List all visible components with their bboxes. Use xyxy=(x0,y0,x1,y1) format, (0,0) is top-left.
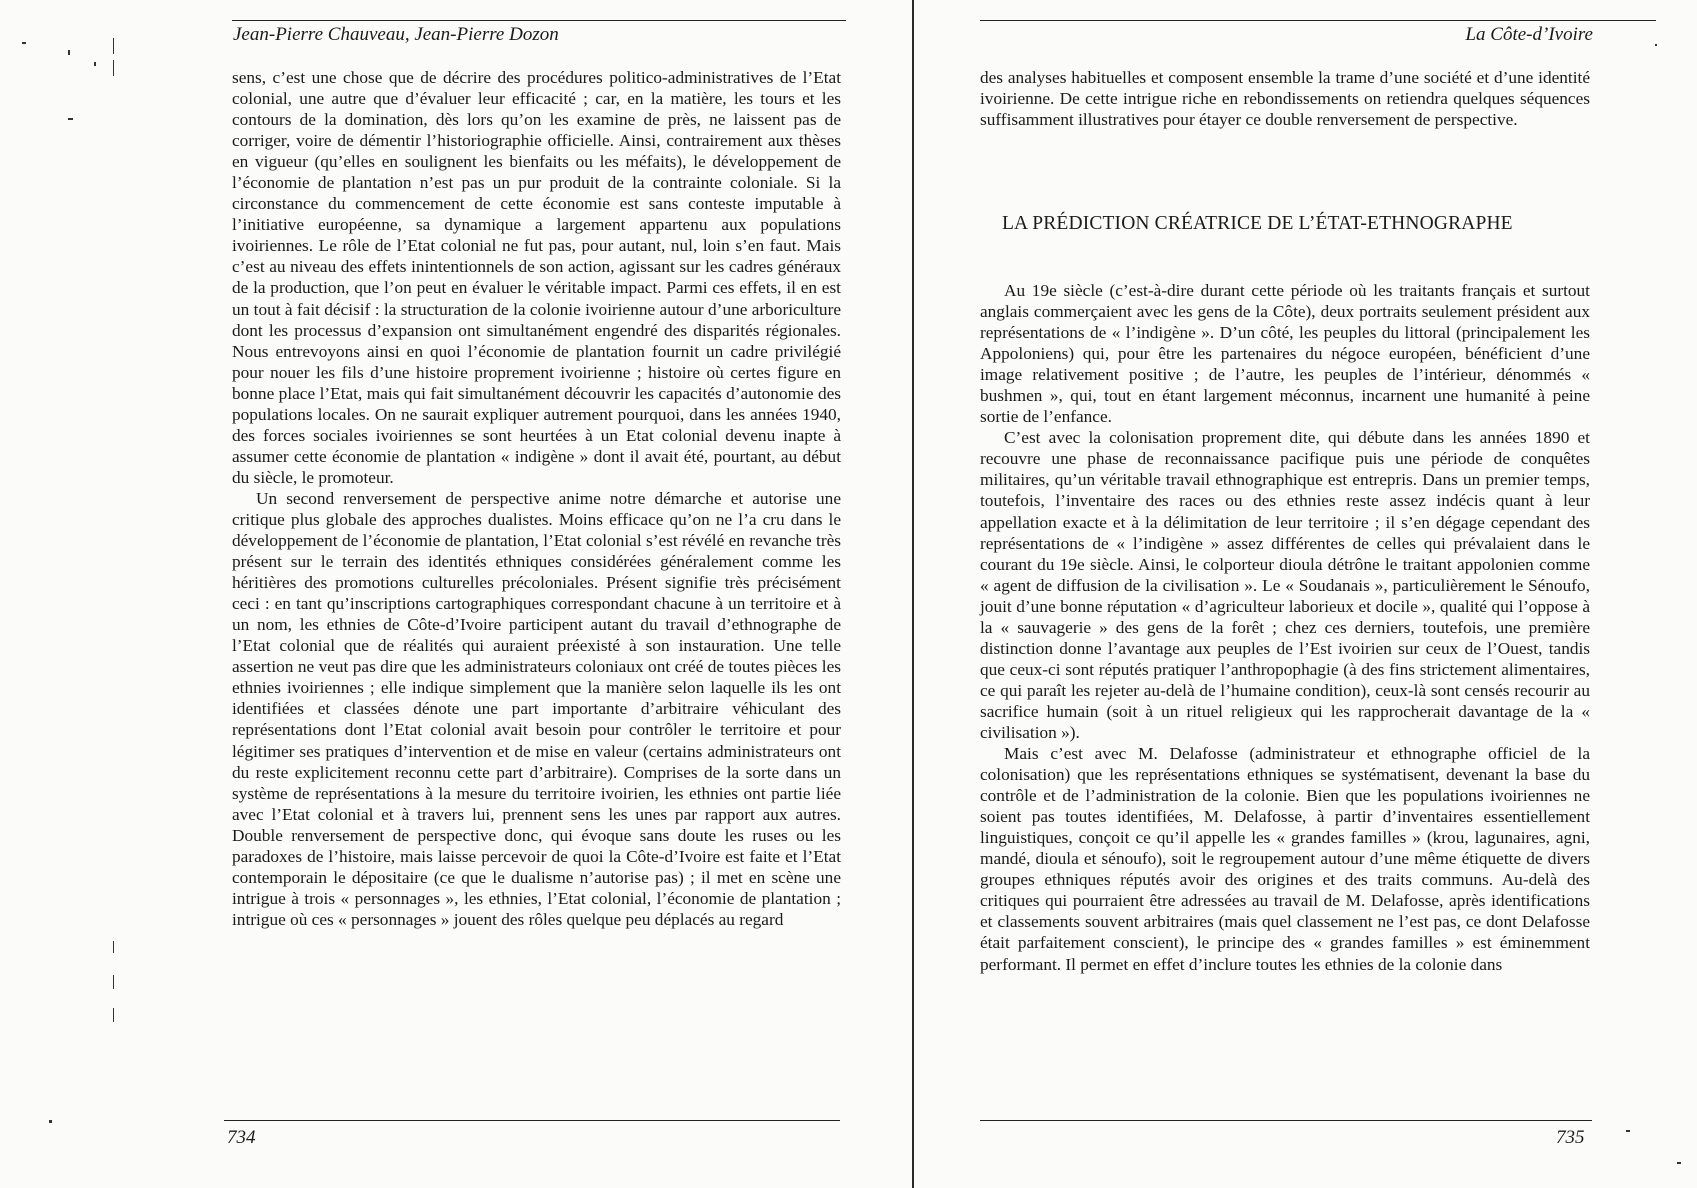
left-paragraph-2: Un second renversement de perspective anime notre démarche et autorise une critique plus globale des approches dualistes. Moins efficace qu’on ne l’a cru dans le développement de l’économie de plantation, l’Etat colonial s’est révélé en revanche très présent sur le terrain des identités ethniques considérées généralement comme les héritières des promotions culturelles précoloniales. Présent signifie très précisément ceci : en tant qu’inscriptions cartographiques correspondant chacune à un territoire et à un nom, les ethnies de Côte-d’Ivoire participent autant du travail d’ethnographe de l’Etat colonial que de réalités qui auraient préexisté à son instauration. Une telle assertion ne veut pas dire que les administrateurs coloniaux ont créé de toutes pièces les ethnies ivoiriennes ; elle indique simplement que la manière selon laquelle ils les ont identifiées et classées dénote une part importante d’arbitraire véhiculant des représentations dont l’Etat colonial avait besoin pour contrôler le territoire et pour légitimer ses pratiques d’intervention et de mise en valeur (certains administrateurs ont du reste explicitement reconnu cette part d’arbitraire). Comprises de la sorte dans un système de représentations à la mesure du territoire ivoirien, les ethnies ont partie liée avec l’Etat colonial et à travers lui, prennent sens les unes par rapport aux autres. Double renversement de perspective donc, qui évoque sans doute les ruses ou les paradoxes de l’histoire, mais laisse percevoir de quoi la Côte-d’Ivoire est faite et l’Etat contemporain le dépositaire (ce que le dualisme n’autorise pas) ; il met en scène une intrigue à trois « personnages », les ethnies, l’Etat colonial, l’économie de plantation ; intrigue où ces « personnages » jouent des rôles quelque peu déplacés au regard xyxy=(232,488,841,929)
right-intro-text xyxy=(980,67,1590,130)
scan-speck xyxy=(94,62,96,66)
scan-speck xyxy=(1655,44,1657,46)
header-rule xyxy=(232,20,846,21)
scan-speck xyxy=(68,118,73,120)
right-body-text xyxy=(980,280,1590,975)
scan-speck xyxy=(68,50,70,55)
scan-speck xyxy=(113,60,114,76)
left-paragraph-1: sens, c’est une chose que de décrire des procédures politico-administratives de l’Etat colonial, une autre que d’évaluer leur efficacité ; car, en la matière, les tours et les contours de la domination, dès lors qu’on les examine de près, ne laissent pas de corriger, voire de démentir l’historiographie officielle. Ainsi, contrairement aux thèses en vigueur (qu’elles en soulignent les bienfaits ou les méfaits), le développement de l’économie de plantation n’est pas un pur produit de la contrainte coloniale. Si la circonstance du commencement de cette économie est sans conteste imputable à l’initiative européenne, sa dynamique a largement appartenu aux populations ivoiriennes. Le rôle de l’Etat colonial ne fut pas, pour autant, nul, loin s’en faut. Mais c’est au niveau des effets inintentionnels de son action, agissant sur les cadres généraux de la production, que l’on peut en évaluer le véritable impact. Parmi ces effets, il en est un tout à fait décisif : la structuration de la colonie ivoirienne autour d’une arboriculture dont les processus d’expansion ont simultanément engendré des disparités régionales. Nous entrevoyons ainsi en quoi l’économie de plantation fournit un cadre privilégié pour nouer les fils d’une histoire proprement ivoirienne ; histoire où certes figure en bonne place l’Etat, mais qui fait simultanément découvrir les capacités d’autonomie des populations locales. On ne saurait expliquer autrement pourquoi, dans les années 1940, des forces sociales ivoiriennes se sont heurtées à un Etat colonial devenu inapte à assumer cette économie de plantation « indigène » dont il avait été, pourtant, au début du siècle, le promoteur. xyxy=(232,68,841,487)
right-intro-paragraph: des analyses habituelles et composent ensemble la trame d’une société et d’une identité ivoirienne. De cette intrigue riche en rebondissements on retiendra quelques séquences suffisamment illustratives pour étayer ce double renversement de perspective. xyxy=(980,68,1590,130)
running-head-left: Jean-Pierre Chauveau, Jean-Pierre Dozon xyxy=(233,24,559,45)
scan-speck xyxy=(113,941,114,953)
header-rule xyxy=(980,20,1656,21)
right-page xyxy=(914,0,1697,1188)
scan-speck xyxy=(113,1008,114,1022)
right-paragraph-2: C’est avec la colonisation proprement dite, qui débute dans les années 1890 et recouvre une phase de reconnaissance pacifique puis une période de conquêtes militaires, qu’un véritable travail ethnographique est entrepris. Dans un premier temps, toutefois, l’inventaire des races ou des ethnies reste assez indécis quant à leur appellation exacte et à la délimitation de leur territoire ; il s’en dégage cependant des représentations de « l’indigène » assez différentes de celles qui prévalaient dans le courant du 19e siècle. Ainsi, le colporteur dioula détrône le traitant appolonien comme « agent de diffusion de la civilisation ». Le « Soudanais », particulièrement le Sénoufo, jouit d’une bonne réputation « d’agriculteur laborieux et docile », qualité qui l’oppose à la « sauvagerie » des gens de la forêt ; chez ces derniers, toutefois, une première distinction donne l’avantage aux peuples de l’Est ivoirien sur ceux de l’Ouest, tandis que ceux-ci sont réputés pratiquer l’anthropophagie (à des fins strictement alimentaires, ce qui paraît les rejeter au-delà de l’humaine condition), ceux-là sont censés recourir au sacrifice humain (soit à un rituel religieux qui les rapprocherait davantage de la « civilisation »). xyxy=(980,428,1590,742)
scan-speck xyxy=(49,1120,52,1123)
section-heading: LA PRÉDICTION CRÉATRICE DE L’ÉTAT-ETHNOGRAPHE xyxy=(1002,213,1513,234)
running-head-right: La Côte-d’Ivoire xyxy=(1465,24,1593,45)
scan-speck xyxy=(1677,1162,1681,1164)
scan-speck xyxy=(113,975,114,989)
scan-speck xyxy=(22,42,26,44)
left-body-text xyxy=(232,67,841,930)
right-paragraph-3: Mais c’est avec M. Delafosse (administrateur et ethnographe officiel de la colonisation) que les représentations ethniques se systématisent, devenant la base du contrôle et de l’administration de la colonie. Bien que les populations ivoiriennes ne soient pas toutes identifiées, M. Delafosse, à partir d’inventaires essentiellement linguistiques, conçoit ce qu’il appelle les « grandes familles » (krou, lagunaires, agni, mandé, dioula et sénoufo), soit le regroupement autour d’une même étiquette de divers groupes ethniques réputés avoir des origines et des traits communs. Au-delà des critiques qui pourraient être adressées au travail de M. Delafosse, après identifications et classements souvent arbitraires (mais quel classement ne l’est pas, ce dont Delafosse était parfaitement conscient), le principe des « grandes familles » est éminemment performant. Il permet en effet d’inclure toutes les ethnies de la colonie dans xyxy=(980,744,1590,974)
footer-rule xyxy=(224,1120,840,1121)
footer-rule xyxy=(980,1120,1592,1121)
scan-speck xyxy=(113,38,114,54)
page-number-left: 734 xyxy=(227,1127,256,1148)
right-paragraph-1: Au 19e siècle (c’est-à-dire durant cette période où les traitants français et surtout anglais commerçaient avec les gens de la Côte), deux portraits seulement président aux représentations de « l’indigène ». D’un côté, les peuples du littoral (principalement les Appoloniens) qui, pour être les partenaires du négoce européen, bénéficient d’une image relativement positive ; de l’autre, les peuples de l’intérieur, dénommés « bushmen », qui, tout en étant largement méconnus, incarnent une humanité à peine sortie de l’enfance. xyxy=(980,281,1590,427)
scan-speck xyxy=(1626,1130,1630,1132)
page-number-right: 735 xyxy=(1556,1127,1585,1148)
